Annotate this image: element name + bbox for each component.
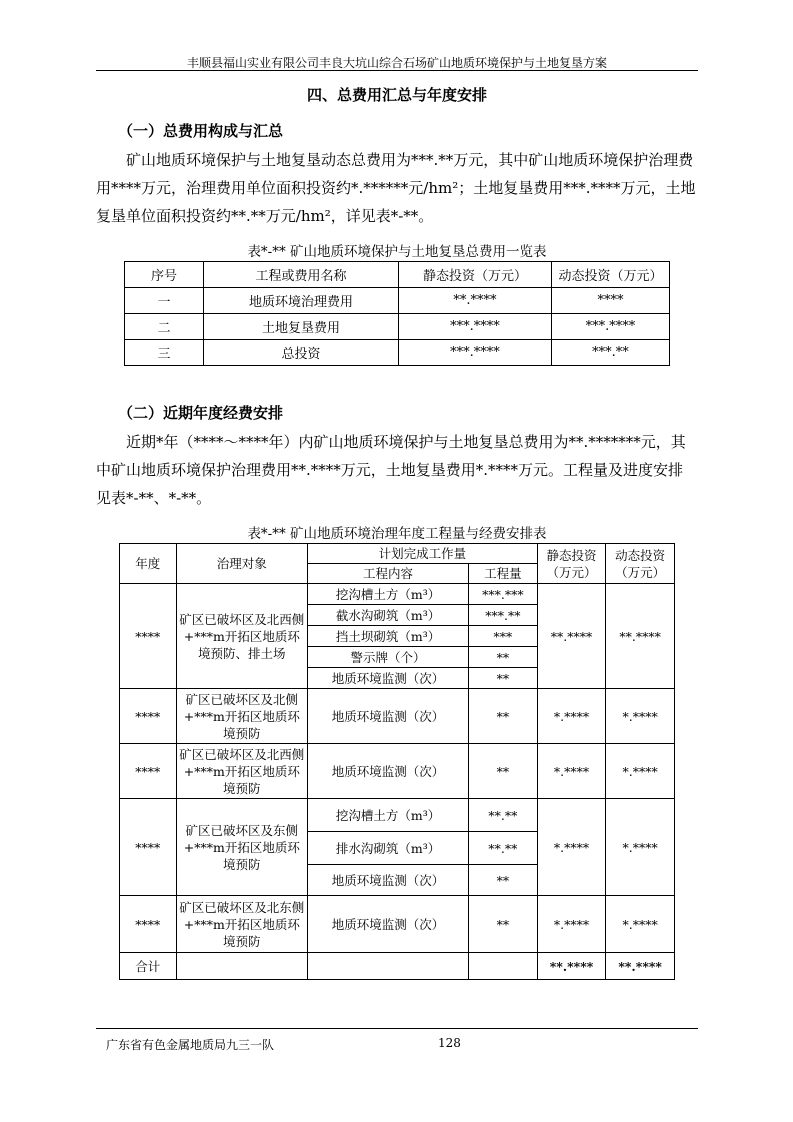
- col-header: 静态投资（万元）: [399, 262, 552, 288]
- qty-cell: ***.**: [469, 605, 538, 626]
- table-row: [125, 340, 670, 366]
- cell: ****: [552, 288, 670, 314]
- col-header-dynamic: 动态投资（万元）: [606, 544, 675, 584]
- table-row: [125, 288, 670, 314]
- year-cell: ****: [120, 584, 177, 689]
- footer-rule: [96, 1028, 698, 1029]
- total-label: 合计: [120, 953, 177, 980]
- qty-cell: ***.***: [469, 584, 538, 605]
- dynamic-cell: *.****: [606, 896, 675, 953]
- cell: 一: [125, 288, 204, 314]
- target-cell: 矿区已破坏区及北西侧+***m开拓区地质环境预防: [176, 744, 308, 799]
- empty-cell: [176, 953, 308, 980]
- static-cell: *.****: [537, 744, 606, 799]
- paragraph-2: [96, 428, 698, 512]
- target-cell: 矿区已破坏区及东侧+***m开拓区地质环境预防: [176, 799, 308, 896]
- header-rule: [96, 70, 698, 71]
- static-cell: *.****: [537, 689, 606, 744]
- running-header: 丰顺县福山实业有限公司丰良大坑山综合石场矿山地质环境保护与土地复垦方案: [186, 56, 607, 70]
- col-header-year: 年度: [120, 544, 177, 584]
- cell: **.****: [399, 288, 552, 314]
- content-cell: 挖沟槽土方（m³）: [308, 584, 469, 605]
- qty-cell: ***: [469, 626, 538, 647]
- table-row: [120, 584, 675, 605]
- col-header: 序号: [125, 262, 204, 288]
- table-row: [120, 744, 675, 799]
- table2-caption: 表*-** 矿山地质环境治理年度工程量与经费安排表: [247, 526, 547, 542]
- cell: 二: [125, 314, 204, 340]
- qty-cell: **: [469, 668, 538, 689]
- col-header: 工程或费用名称: [204, 262, 399, 288]
- qty-cell: **: [469, 647, 538, 668]
- total-cost-table: [124, 261, 670, 366]
- cell: ***.****: [552, 314, 670, 340]
- content-cell: 截水沟砌筑（m³）: [308, 605, 469, 626]
- qty-cell: **: [469, 865, 538, 896]
- year-cell: ****: [120, 896, 177, 953]
- year-cell: ****: [120, 799, 177, 896]
- col-header-content: 工程内容: [308, 564, 469, 584]
- dynamic-cell: *.****: [606, 744, 675, 799]
- qty-cell: **: [469, 896, 538, 953]
- content-cell: 地质环境监测（次）: [308, 896, 469, 953]
- section-title: 四、总费用汇总与年度安排: [306, 86, 487, 104]
- col-header-static: 静态投资（万元）: [537, 544, 606, 584]
- subsection-title-1: （一）总费用构成与汇总: [118, 122, 284, 140]
- paragraph-1: [96, 146, 698, 230]
- qty-cell: **.**: [469, 832, 538, 865]
- static-cell: *.****: [537, 799, 606, 896]
- table1-caption: 表*-** 矿山地质环境保护与土地复垦总费用一览表: [247, 244, 547, 260]
- page-number: 128: [438, 1036, 461, 1050]
- qty-cell: **: [469, 689, 538, 744]
- total-row: [120, 953, 675, 980]
- col-header-plan: 计划完成工作量: [308, 544, 538, 564]
- paragraph-2-text: 近期*年（****～****年）内矿山地质环境保护与土地复垦总费用为**.*******元，其中矿山地质环境保护治理费用**.****万元，土地复垦费用*.****万元。工程量及进度安排见表*-**、*-**。: [96, 433, 686, 507]
- target-cell: 矿区已破坏区及北东侧+***m开拓区地质环境预防: [176, 896, 308, 953]
- content-cell: 地质环境监测（次）: [308, 744, 469, 799]
- table-row: [125, 314, 670, 340]
- cell: ***.**: [552, 340, 670, 366]
- table-row: [120, 799, 675, 832]
- qty-cell: **: [469, 744, 538, 799]
- static-cell: **.****: [537, 584, 606, 689]
- cell: 土地复垦费用: [204, 314, 399, 340]
- dynamic-cell: **.****: [606, 584, 675, 689]
- cell: ***.****: [399, 314, 552, 340]
- dynamic-cell: *.****: [606, 799, 675, 896]
- content-cell: 地质环境监测（次）: [308, 668, 469, 689]
- col-header-qty: 工程量: [469, 564, 538, 584]
- footer-organization: 广东省有色金属地质局九三一队: [106, 1038, 275, 1052]
- static-cell: *.****: [537, 896, 606, 953]
- content-cell: 排水沟砌筑（m³）: [308, 832, 469, 865]
- year-cell: ****: [120, 689, 177, 744]
- total-static: **.****: [537, 953, 606, 980]
- dynamic-cell: *.****: [606, 689, 675, 744]
- qty-cell: **.**: [469, 799, 538, 832]
- year-cell: ****: [120, 744, 177, 799]
- content-cell: 地质环境监测（次）: [308, 865, 469, 896]
- content-cell: 警示牌（个）: [308, 647, 469, 668]
- cell: 三: [125, 340, 204, 366]
- paragraph-1-text: 矿山地质环境保护与土地复垦动态总费用为***.**万元，其中矿山地质环境保护治理费用****万元，治理费用单位面积投资约*.******元/hm²；土地复垦费用***.****万元，土地复垦单位面积投资约**.**万元/hm²，详见表*-**。: [96, 151, 696, 225]
- table-row: [120, 896, 675, 953]
- subsection-title-2: （二）近期年度经费安排: [118, 404, 284, 422]
- col-header-target: 治理对象: [176, 544, 308, 584]
- col-header: 动态投资（万元）: [552, 262, 670, 288]
- cell: ***.****: [399, 340, 552, 366]
- content-cell: 挖沟槽土方（m³）: [308, 799, 469, 832]
- target-cell: 矿区已破坏区及北西侧+***m开拓区地质环境预防、排土场: [176, 584, 308, 689]
- table-header-row: [125, 262, 670, 288]
- cell: 地质环境治理费用: [204, 288, 399, 314]
- target-cell: 矿区已破坏区及北侧+***m开拓区地质环境预防: [176, 689, 308, 744]
- content-cell: 地质环境监测（次）: [308, 689, 469, 744]
- table-row: [120, 689, 675, 744]
- annual-schedule-table: [119, 543, 675, 980]
- empty-cell: [308, 953, 469, 980]
- cell: 总投资: [204, 340, 399, 366]
- empty-cell: [469, 953, 538, 980]
- total-dynamic: **.****: [606, 953, 675, 980]
- content-cell: 挡土坝砌筑（m³）: [308, 626, 469, 647]
